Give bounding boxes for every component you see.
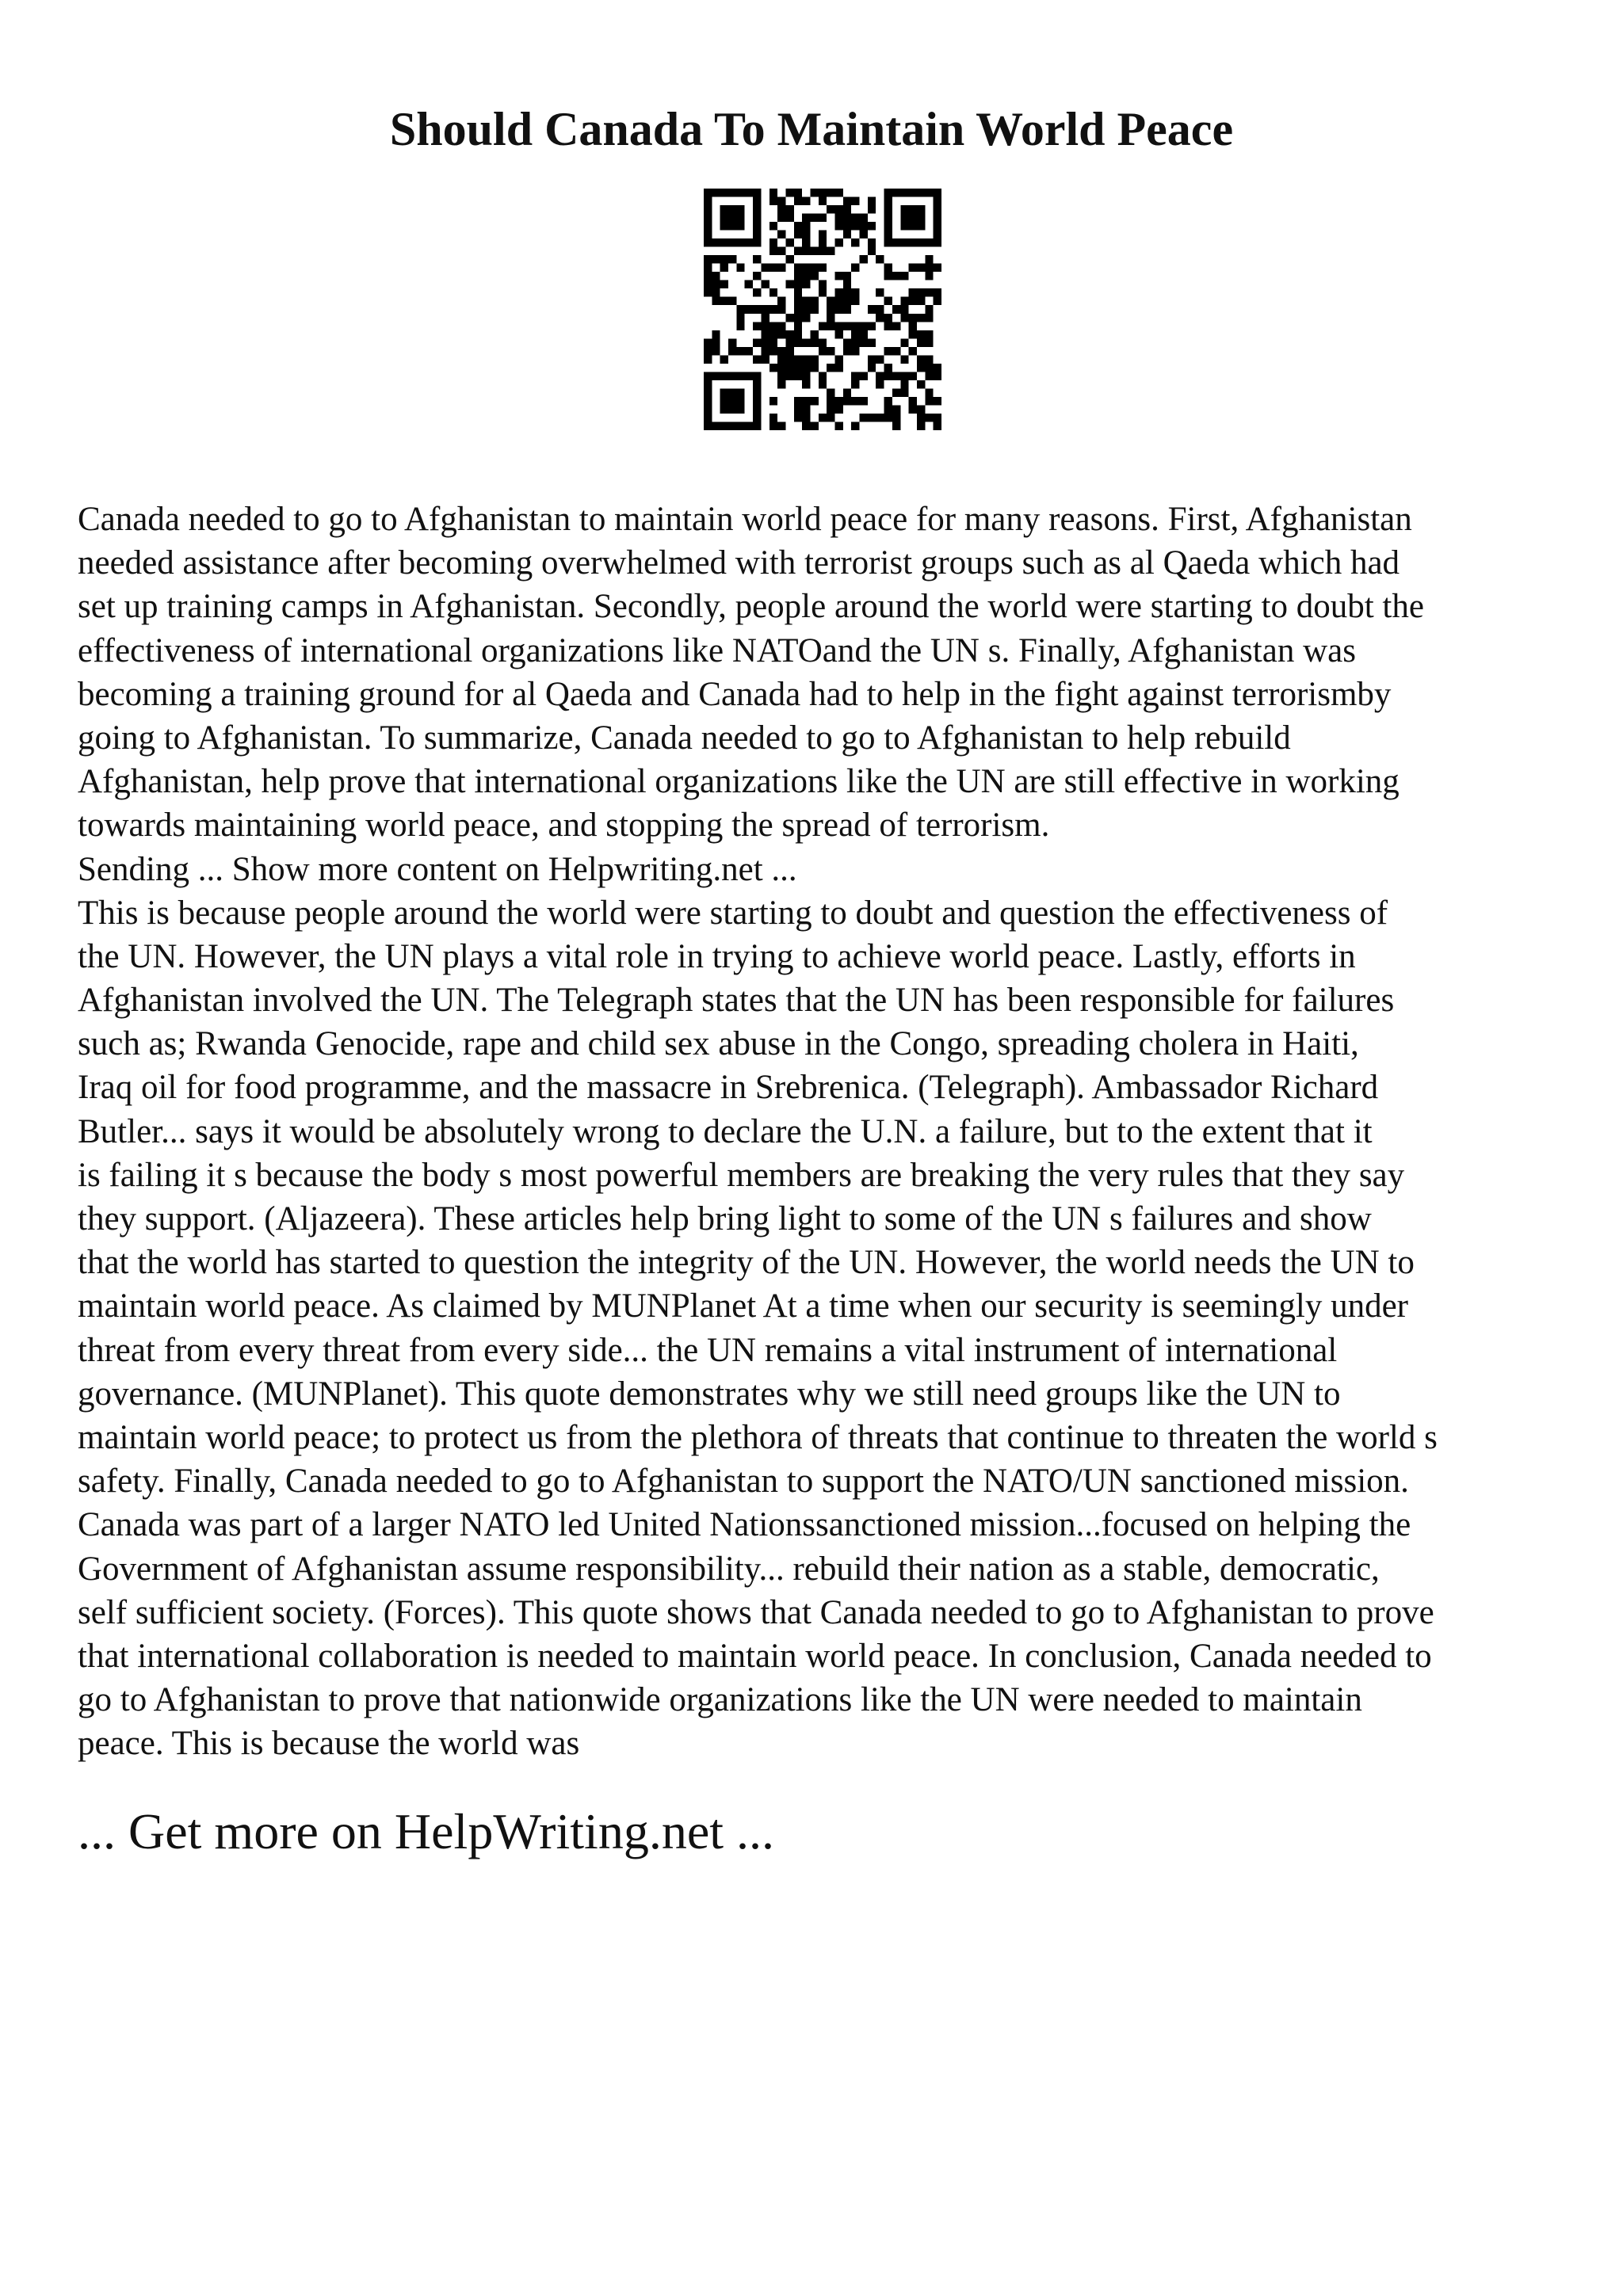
article-body — [78, 498, 1568, 1765]
body-line: governance. (MUNPlanet). This quote demonstrates why we still need groups like the UN to — [78, 1375, 1341, 1413]
body-line: going to Afghanistan. To summarize, Canada needed to go to Afghanistan to help rebuild — [78, 719, 1291, 757]
body-line: maintain world peace. As claimed by MUNPlanet At a time when our security is seemingly under — [78, 1287, 1408, 1325]
body-line: becoming a training ground for al Qaeda and Canada had to help in the fight against terrorismby — [78, 675, 1392, 713]
body-line: towards maintaining world peace, and stopping the spread of terrorism. — [78, 807, 1050, 845]
body-line: Government of Afghanistan assume responsibility... rebuild their nation as a stable, democratic, — [78, 1550, 1380, 1588]
body-line: needed assistance after becoming overwhelmed with terrorist groups such as al Qaeda which had — [78, 544, 1400, 582]
body-line: they support. (Aljazeera). These articles help bring light to some of the UN s failures and show — [78, 1200, 1372, 1238]
body-line: the UN. However, the UN plays a vital role in trying to achieve world peace. Lastly, efforts in — [78, 937, 1356, 975]
body-line: is failing it s because the body s most powerful members are breaking the very rules that they say — [78, 1156, 1405, 1194]
body-line: Afghanistan involved the UN. The Telegraph states that the UN has been responsible for failures — [78, 982, 1395, 1020]
body-line: This is because people around the world were starting to doubt and question the effectiveness of — [78, 894, 1388, 932]
qr-code-icon — [704, 189, 941, 430]
body-line: go to Afghanistan to prove that nationwide organizations like the UN were needed to maintain — [78, 1681, 1362, 1719]
body-line: Canada needed to go to Afghanistan to maintain world peace for many reasons. First, Afghanistan — [78, 501, 1412, 538]
body-line: set up training camps in Afghanistan. Secondly, people around the world were starting to doubt the — [78, 588, 1424, 626]
body-line: Sending ... Show more content on Helpwriting.net ... — [78, 850, 797, 888]
body-line: maintain world peace; to protect us from the plethora of threats that continue to threaten the world s — [78, 1418, 1438, 1456]
body-line: Iraq oil for food programme, and the massacre in Srebrenica. (Telegraph). Ambassador Richard — [78, 1069, 1379, 1107]
body-line: self sufficient society. (Forces). This quote shows that Canada needed to go to Afghanistan to prove — [78, 1593, 1434, 1631]
body-line: threat from every threat from every side... the UN remains a vital instrument of international — [78, 1331, 1338, 1369]
body-line: that the world has started to question the integrity of the UN. However, the world needs the UN to — [78, 1244, 1415, 1282]
body-line: Canada was part of a larger NATO led United Nationssanctioned mission...focused on helping the — [78, 1506, 1411, 1544]
body-line: Afghanistan, help prove that international organizations like the UN are still effective in working — [78, 763, 1400, 801]
body-line: safety. Finally, Canada needed to go to Afghanistan to support the NATO/UN sanctioned mission. — [78, 1463, 1409, 1501]
body-line: that international collaboration is needed to maintain world peace. In conclusion, Canada needed to — [78, 1637, 1432, 1675]
page-title: Should Canada To Maintain World Peace — [389, 103, 1234, 155]
body-line: peace. This is because the world was — [78, 1725, 580, 1763]
body-line: Butler... says it would be absolutely wrong to declare the U.N. a failure, but to the extent that it — [78, 1112, 1373, 1150]
body-line: effectiveness of international organizations like NATOand the UN s. Finally, Afghanistan was — [78, 631, 1356, 669]
body-line: such as; Rwanda Genocide, rape and child sex abuse in the Congo, spreading cholera in Haiti, — [78, 1025, 1359, 1063]
get-more-link[interactable]: ... Get more on HelpWriting.net ... — [78, 1803, 774, 1859]
